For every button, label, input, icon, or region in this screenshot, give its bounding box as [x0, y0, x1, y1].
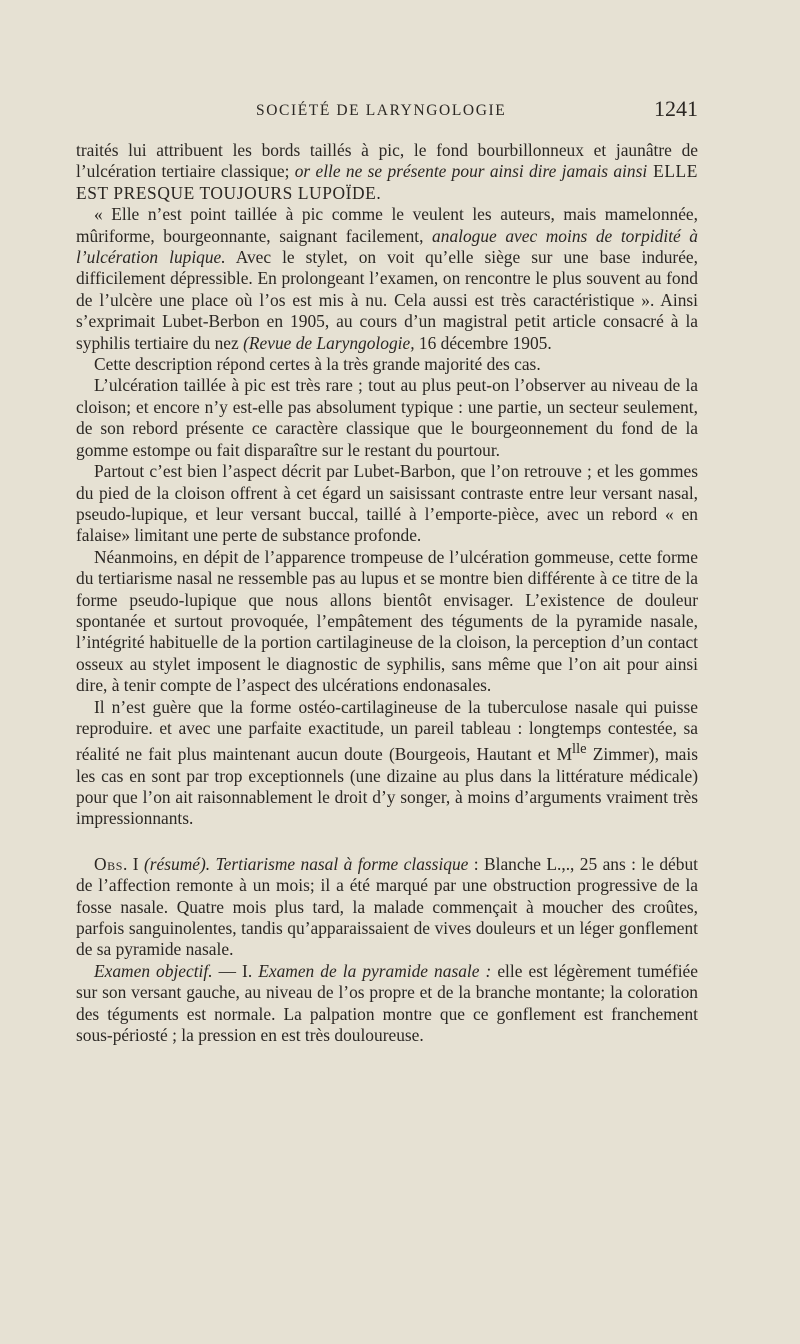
- paragraph: Néanmoins, en dépit de l’apparence trompeuse de l’ulcération gommeuse, cette forme du tertiarisme nasal ne ressemble pas au lupus et se montre bien différente à ce titre de la forme pseudo-lupique que nous allons bientôt envisager. L’existence de douleur spontanée et surtout provoquée, l’empâtement des téguments de la pyramide nasale, l’intégrité habituelle de la portion cartilagineuse de la cloison, la perception d’un contact osseux au stylet imposent le diagnostic de syphilis, sans même que l’on ait pour ainsi dire, à tenir compte de l’aspect des ulcérations endonasales.: [76, 546, 698, 696]
- obs-label: Obs: [94, 853, 124, 874]
- paragraph: [76, 961, 698, 1047]
- text-run: traités lui attribuent les bords taillés à pic, le fond bourbillonneux et jaunâtre de l’ulcération tertiaire classique;: [76, 140, 698, 182]
- paragraph: [76, 697, 698, 830]
- italic-run: Examen objectif.: [94, 960, 213, 981]
- italic-run: (résumé).: [143, 853, 211, 874]
- page-body: [76, 140, 698, 1046]
- text-run: : Blanche L.,., 25 ans : le début de l’affection remonte à un mois; il a été marqué par une obstruction progressive de la fosse nasale. Quatre mois plus tard, la malade commençait à moucher des croûtes, parfois sanguinolentes, tandis qu’apparaissaient de vives douleurs et un léger gonflement de sa pyramide nasale.: [76, 853, 698, 960]
- text-run: « Elle n’est point taillée à pic comme le veulent les auteurs, mais mamelonnée, mûriforme, bourgeonnante, saignant facilement,: [76, 204, 698, 246]
- paragraph: [76, 140, 698, 204]
- page-header: [76, 96, 698, 126]
- text-run: Zimmer), mais les cas en sont par trop exceptionnels (une dizaine au plus dans la littérature médicale) pour que l’on ait raisonnablement le droit d’y songer, à moins d’arguments vraiment très impressionnants.: [76, 744, 698, 829]
- italic-run: or elle ne se présente pour ainsi dire jamais ainsi: [294, 161, 648, 182]
- journal-citation: (Revue de Laryngologie,: [243, 332, 415, 353]
- text-run: — I.: [212, 960, 259, 981]
- small-caps-run: ELLE EST PRESQUE TOUJOURS LUPOÏDE.: [76, 161, 698, 203]
- observation-title: Tertiarisme nasal à forme classique: [210, 853, 469, 874]
- superscript: lle: [572, 741, 587, 758]
- text-run: Avec le stylet, on voit qu’elle siège sur une base indurée, difficilement dépressible. En prolongeant l’examen, on rencontre le plus souvent au fond de l’ulcère une place où l’os est mis à nu. Cela aussi est très caractéristique ». Ainsi s’exprimait Lubet-Berbon en 1905, au cours d’un magistral petit article consacré à la syphilis tertiaire du nez: [76, 247, 699, 353]
- text-run: elle est légèrement tuméfiée sur son versant gauche, au niveau de l’os propre et de la branche montante; la coloration des téguments est normale. La palpation montre que ce gonflement est franchement sous-périosté ; la pression en est très douloureuse.: [76, 960, 698, 1046]
- italic-run: analogue avec moins de torpidité à l’ulcération lupique.: [76, 225, 699, 268]
- paragraph: Partout c’est bien l’aspect décrit par Lubet-Barbon, que l’on retrouve ; et les gommes du pied de la cloison offrent à cet égard un saisissant contraste entre leur versant nasal, pseudo-lupique, et leur versant buccal, taillé à l’emporte-pièce, avec un rebord « en falaise» limitant une perte de substance profonde.: [76, 461, 698, 546]
- paragraph: [76, 204, 698, 354]
- paragraph: Cette description répond certes à la très grande majorité des cas.: [94, 354, 541, 375]
- italic-run: Examen de la pyramide nasale :: [258, 960, 492, 981]
- observation-paragraph: [76, 854, 698, 961]
- text-run: 16 décembre 1905.: [414, 332, 552, 353]
- page-number: 1241: [654, 96, 698, 121]
- paragraph: L’ulcération taillée à pic est très rare ; tout au plus peut-on l’observer au niveau de la cloison; et encore n’y est-elle pas absolument typique : une partie, un secteur seulement, de son rebord présente ce caractère classique que le bourgeonnement du fond de la gomme estompe ou fait disparaître sur le restant du pourtour.: [76, 375, 698, 460]
- running-head: SOCIÉTÉ DE LARYNGOLOGIE: [256, 102, 507, 119]
- text-run: Il n’est guère que la forme ostéo-cartilagineuse de la tuberculose nasale qui puisse reproduire. et avec une parfaite exactitude, un pareil tableau : longtemps contestée, sa réalité ne fait plus maintenant aucun doute (Bourgeois, Hautant et M: [76, 696, 698, 765]
- text-run: . I: [123, 853, 144, 874]
